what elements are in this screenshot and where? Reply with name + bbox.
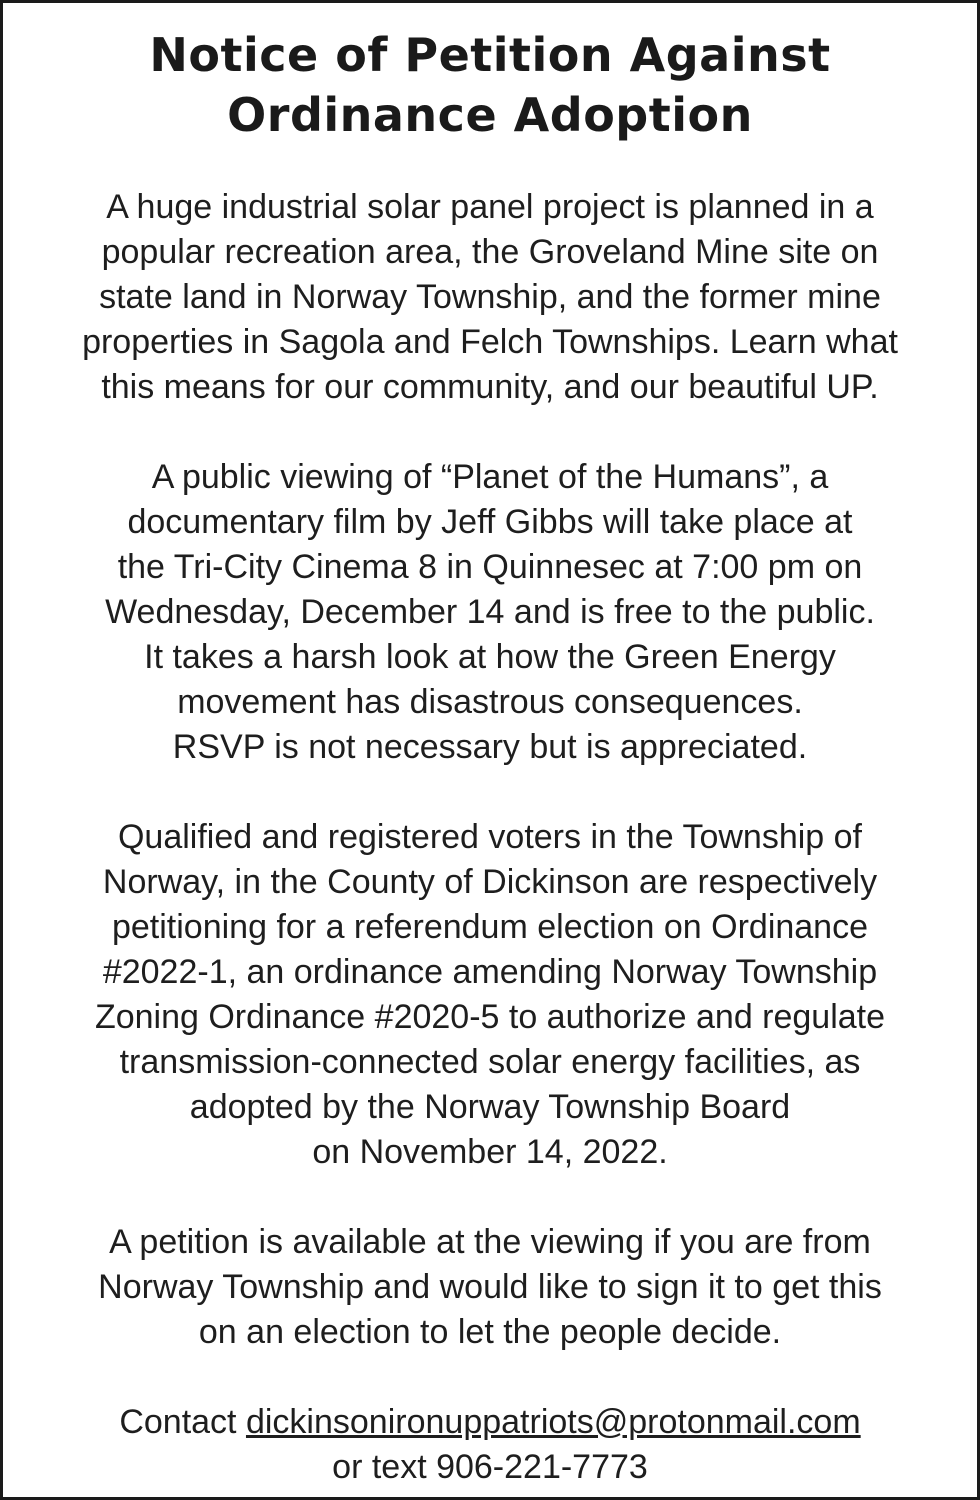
text-line: A public viewing of “Planet of the Humans”, a xyxy=(151,458,829,496)
text-line: state land in Norway Township, and the former mine xyxy=(99,278,881,316)
contact-email-line xyxy=(3,1400,977,1445)
contact-prefix: Contact xyxy=(119,1403,237,1441)
text-line: popular recreation area, the Groveland Mine site on xyxy=(101,233,879,271)
text-line: properties in Sagola and Felch Townships. Learn what xyxy=(82,323,898,361)
text-line: documentary film by Jeff Gibbs will take place at xyxy=(127,503,853,541)
text-line: RSVP is not necessary but is appreciated. xyxy=(172,728,808,766)
text-line: It takes a harsh look at how the Green Energy xyxy=(144,638,836,676)
text-line: A petition is available at the viewing if you are from xyxy=(109,1223,871,1261)
paragraph-petition-details xyxy=(3,815,977,1175)
paragraph-petition-availability xyxy=(3,1220,977,1355)
contact-info xyxy=(3,1400,977,1490)
email-link[interactable]: dickinsonironuppatriots@protonmail.com xyxy=(245,1403,861,1441)
text-line: on an election to let the people decide. xyxy=(198,1313,782,1351)
text-line: adopted by the Norway Township Board xyxy=(189,1088,791,1126)
paragraph-solar-project xyxy=(3,185,977,410)
text-line: #2022-1, an ordinance amending Norway Township xyxy=(102,953,878,991)
title-line: Notice of Petition Against xyxy=(149,28,831,82)
title-line: Ordinance Adoption xyxy=(227,88,753,142)
notice-title xyxy=(3,25,977,145)
text-line: transmission-connected solar energy facilities, as xyxy=(119,1043,861,1081)
text-line: this means for our community, and our beautiful UP. xyxy=(101,368,879,406)
text-line: the Tri-City Cinema 8 in Quinnesec at 7:00 pm on xyxy=(117,548,863,586)
text-line: movement has disastrous consequences. xyxy=(177,683,803,721)
text-line: petitioning for a referendum election on Ordinance xyxy=(111,908,869,946)
text-line: Zoning Ordinance #2020-5 to authorize and regulate xyxy=(94,998,886,1036)
text-line: on November 14, 2022. xyxy=(312,1133,668,1171)
contact-phone-line: or text 906-221-7773 xyxy=(332,1448,648,1486)
text-line: Qualified and registered voters in the Township of xyxy=(117,818,863,856)
text-line: Norway Township and would like to sign it to get this xyxy=(98,1268,882,1306)
text-line: A huge industrial solar panel project is planned in a xyxy=(106,188,874,226)
text-line: Norway, in the County of Dickinson are respectively xyxy=(102,863,878,901)
text-line: Wednesday, December 14 and is free to the public. xyxy=(105,593,875,631)
paragraph-film-viewing xyxy=(3,455,977,770)
